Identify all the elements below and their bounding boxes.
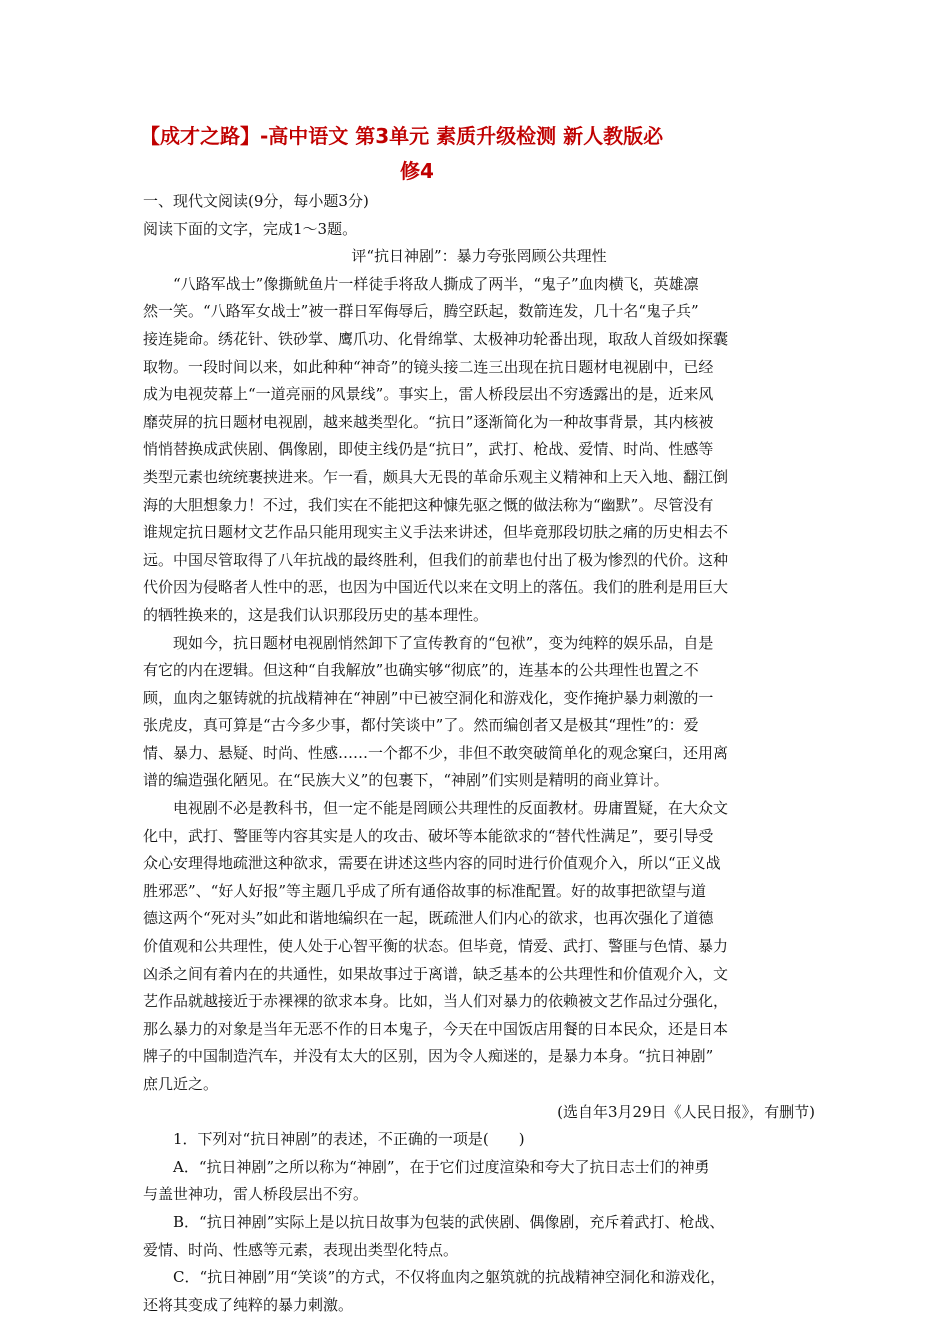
paragraph-line: 有它的内在逻辑。但这种“自我解放”也确实够“彻底”的，连基本的公共理性也置之不 bbox=[143, 661, 699, 680]
question-stem: 1．下列对“抗日神剧”的表述，不正确的一项是( ) bbox=[173, 1130, 525, 1149]
option-line: 爱情、时尚、性感等元素，表现出类型化特点。 bbox=[143, 1240, 459, 1259]
document-title-line-1: 【成才之路】-高中语文 第3单元 素质升级检测 新人教版必 bbox=[140, 124, 664, 148]
option-line: C．“抗日神剧”用“笑谈”的方式，不仅将血肉之躯筑就的抗战精神空洞化和游戏化， bbox=[173, 1268, 726, 1287]
paragraph-line: 电视剧不必是教科书，但一定不能是罔顾公共理性的反面教材。毋庸置疑，在大众文 bbox=[173, 799, 729, 818]
paragraph-line: 谱的编造强化陋见。在“民族大义”的包裹下，“神剧”们实则是精明的商业算计。 bbox=[143, 771, 669, 790]
paragraph-line: 现如今，抗日题材电视剧悄然卸下了宣传教育的“包袱”，变为纯粹的娱乐品，自是 bbox=[173, 633, 714, 652]
paragraph-line: 艺作品就越接近于赤裸裸的欲求本身。比如，当人们对暴力的依赖被文艺作品过分强化， bbox=[143, 992, 729, 1011]
paragraph-line: 化中，武打、警匪等内容其实是人的攻击、破坏等本能欲求的“替代性满足”，要引导受 bbox=[143, 826, 714, 845]
paragraph-line: 接连毙命。绣花针、铁砂掌、鹰爪功、化骨绵掌、太极神功轮番出现，取敌人首级如探囊 bbox=[143, 329, 729, 348]
paragraph-line: 谁规定抗日题材文艺作品只能用现实主义手法来讲述，但毕竟那段切肤之痛的历史相去不 bbox=[143, 523, 729, 542]
article-paragraphs bbox=[143, 271, 815, 1099]
paragraph-line: 众心安理得地疏泄这种欲求，需要在讲述这些内容的同时进行价值观介入，所以“正义战 bbox=[143, 854, 721, 873]
paragraph-line: 那么暴力的对象是当年无恶不作的日本鬼子，今天在中国饭店用餐的日本民众，还是日本 bbox=[143, 1019, 729, 1038]
paragraph-line: “八路军战士”像撕鱿鱼片一样徒手将敌人撕成了两半，“鬼子”血肉横飞，英雄凛 bbox=[173, 274, 699, 293]
paragraph-line: 类型元素也统统裹挟进来。乍一看，颇具大无畏的革命乐观主义精神和上天入地、翻江倒 bbox=[143, 467, 729, 486]
section-header: 一、现代文阅读(9分，每小题3分) bbox=[143, 192, 369, 210]
paragraph-line: 凶杀之间有着内在的共通性，如果故事过于离谱，缺乏基本的公共理性和价值观介入，文 bbox=[143, 964, 729, 983]
paragraph-line: 顾，血肉之躯铸就的抗战精神在“神剧”中已被空洞化和游戏化，变作掩护暴力刺激的一 bbox=[143, 688, 714, 707]
article-title: 评“抗日神剧”：暴力夸张罔顾公共理性 bbox=[351, 247, 607, 266]
option-line: 与盖世神功，雷人桥段层出不穷。 bbox=[143, 1185, 369, 1204]
instruction: 阅读下面的文字，完成1～3题。 bbox=[143, 219, 358, 238]
paragraph-line: 张虎皮，真可算是“古今多少事，都付笑谈中”了。然而编创者又是极其“理性”的：爱 bbox=[143, 716, 699, 735]
paragraph-line: 代价因为侵略者人性中的恶，也因为中国近代以来在文明上的落伍。我们的胜利是用巨大 bbox=[143, 578, 729, 597]
document-title-line-2: 修4 bbox=[400, 159, 434, 183]
paragraph-line: 胜邪恶”、“好人好报”等主题几乎成了所有通俗故事的标准配置。好的故事把欲望与道 bbox=[143, 881, 707, 900]
document-body bbox=[143, 188, 815, 1319]
paragraph-line: 的牺牲换来的，这是我们认识那段历史的基本理性。 bbox=[143, 605, 489, 624]
paragraph-line: 成为电视荧幕上“一道亮丽的风景线”。事实上，雷人桥段层出不穷透露出的是，近来风 bbox=[143, 385, 714, 404]
paragraph-line: 德这两个“死对头”如此和谐地编织在一起，既疏泄人们内心的欲求，也再次强化了道德 bbox=[143, 909, 714, 928]
paragraph-line: 牌子的中国制造汽车，并没有太大的区别，因为令人痴迷的，是暴力本身。“抗日神剧” bbox=[143, 1047, 714, 1066]
paragraph-line: 情、暴力、悬疑、时尚、性感……一个都不少，非但不敢突破简单化的观念窠臼，还用离 bbox=[143, 743, 729, 762]
paragraph-line: 取物。一段时间以来，如此种种“神奇”的镜头接二连三出现在抗日题材电视剧中，已经 bbox=[143, 357, 714, 376]
paragraph-line: 靡荧屏的抗日题材电视剧，越来越类型化。“抗日”逐渐简化为一种故事背景，其内核被 bbox=[143, 412, 714, 431]
paragraph-line: 悄悄替换成武侠剧、偶像剧，即使主线仍是“抗日”，武打、枪战、爱情、时尚、性感等 bbox=[143, 440, 714, 459]
option-line: 还将其变成了纯粹的暴力刺激。 bbox=[143, 1295, 354, 1314]
source-citation: (选自年3月29日《人民日报》，有删节) bbox=[557, 1102, 815, 1121]
paragraph-line: 海的大胆想象力！不过，我们实在不能把这种慷先驱之慨的做法称为“幽默”。尽管没有 bbox=[143, 495, 714, 514]
paragraph-line: 然一笑。“八路军女战士”被一群日军侮辱后，腾空跃起，数箭连发，几十名“鬼子兵” bbox=[143, 302, 699, 321]
option-line: A．“抗日神剧”之所以称为“神剧”，在于它们过度渲染和夸大了抗日志士们的神勇 bbox=[173, 1157, 710, 1176]
paragraph-line: 远。中国尽管取得了八年抗战的最终胜利，但我们的前辈也付出了极为惨烈的代价。这种 bbox=[143, 550, 729, 569]
question-options bbox=[143, 1154, 815, 1320]
paragraph-line: 价值观和公共理性，使人处于心智平衡的状态。但毕竟，情爱、武打、警匪与色情、暴力 bbox=[143, 937, 729, 956]
option-line: B．“抗日神剧”实际上是以抗日故事为包装的武侠剧、偶像剧，充斥着武打、枪战、 bbox=[173, 1212, 725, 1231]
paragraph-line: 庶几近之。 bbox=[143, 1075, 219, 1093]
